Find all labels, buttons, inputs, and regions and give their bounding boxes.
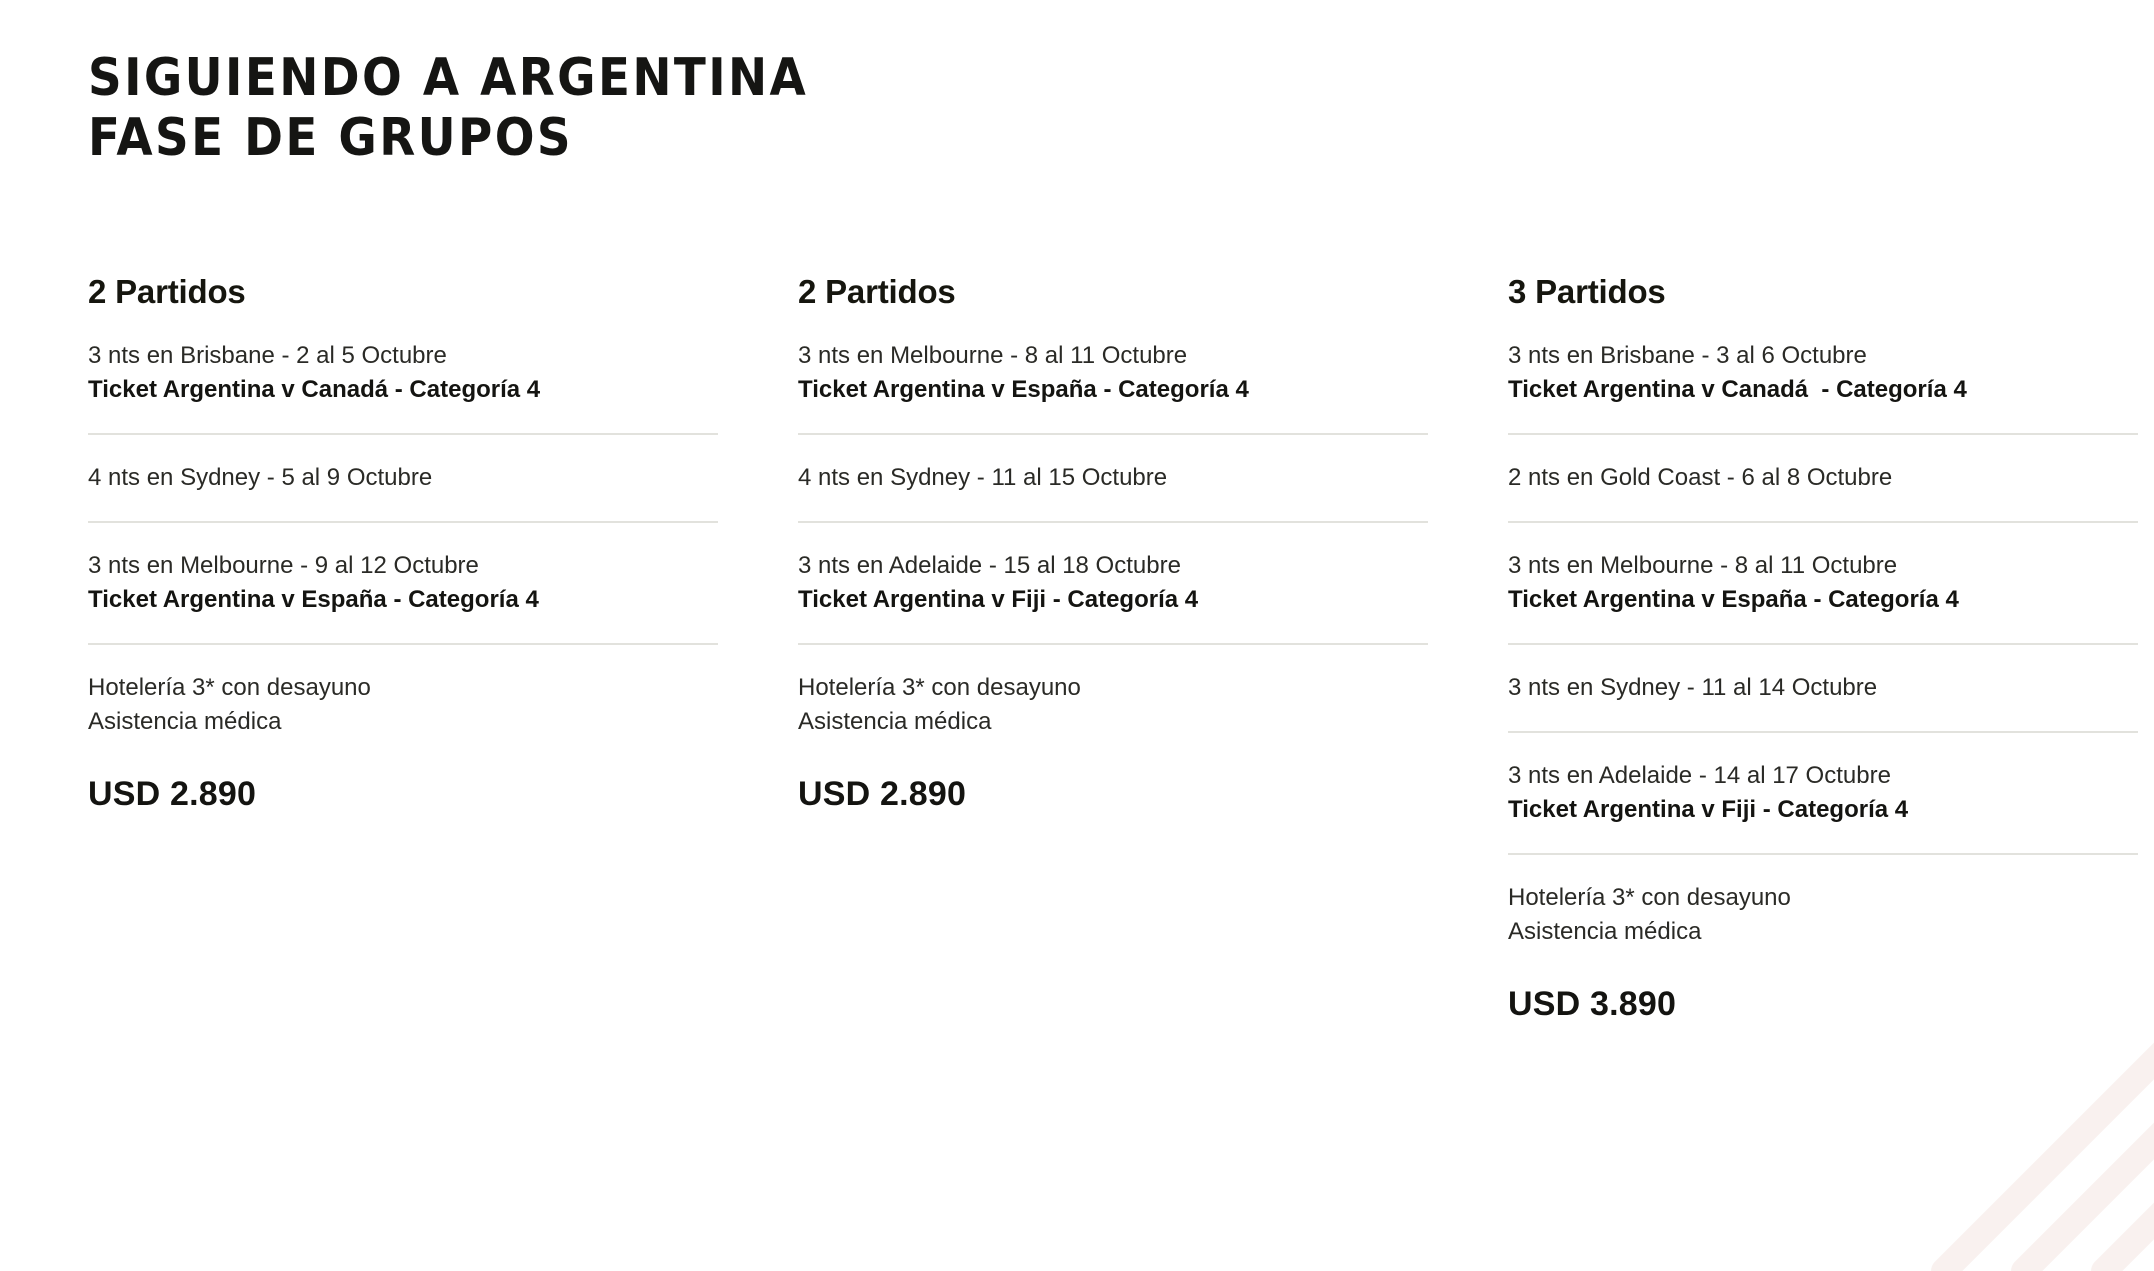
ticket-line: Ticket Argentina v España - Categoría 4 (798, 375, 1249, 403)
ticket-line: Ticket Argentina v Fiji - Categoría 4 (1508, 796, 1909, 824)
stay-line: 4 nts en Sydney - 11 al 15 Octubre (798, 463, 1168, 491)
stay-line: Hotelería 3* con desayuno (798, 674, 1081, 702)
package-item (88, 461, 718, 523)
stay-line: Hotelería 3* con desayuno (88, 674, 371, 702)
package-price: USD 2.890 (798, 775, 967, 814)
package-item (88, 549, 718, 645)
package-title: 2 Partidos (88, 272, 246, 310)
package-title: 2 Partidos (798, 272, 956, 310)
page-title (88, 48, 2066, 169)
stay-line: 3 nts en Melbourne - 8 al 11 Octubre (1508, 551, 1898, 579)
page-title-line-1: SIGUIENDO A ARGENTINA (88, 48, 809, 108)
ticket-line: Ticket Argentina v España - Categoría 4 (1508, 585, 1959, 613)
package-item (798, 339, 1428, 435)
package-item (1508, 549, 2138, 645)
page-title-line-2: FASE DE GRUPOS (88, 108, 573, 169)
stay-line: 3 nts en Melbourne - 9 al 12 Octubre (88, 551, 479, 579)
stay-line: 3 nts en Melbourne - 8 al 11 Octubre (798, 341, 1188, 369)
package-item (1508, 881, 2138, 949)
package-item (798, 671, 1428, 739)
stay-line: 3 nts en Brisbane - 2 al 5 Octubre (88, 341, 447, 369)
ticket-line: Ticket Argentina v España - Categoría 4 (88, 585, 539, 613)
stay-line: 3 nts en Sydney - 11 al 14 Octubre (1508, 674, 1878, 702)
stay-line: 2 nts en Gold Coast - 6 al 8 Octubre (1508, 463, 1893, 491)
package-column (1508, 273, 2138, 1025)
stay-line: 3 nts en Adelaide - 14 al 17 Octubre (1508, 762, 1891, 790)
stay-line: 4 nts en Sydney - 5 al 9 Octubre (88, 463, 433, 491)
packages-columns (88, 273, 2066, 1025)
package-item (1508, 671, 2138, 733)
ticket-line: Ticket Argentina v Canadá - Categoría 4 (1508, 375, 1967, 403)
stay-line: Hotelería 3* con desayuno (1508, 884, 1791, 912)
package-item (798, 549, 1428, 645)
package-column (798, 273, 1428, 1025)
stay-line: Asistencia médica (798, 708, 992, 736)
stay-line: Asistencia médica (88, 708, 282, 736)
package-price: USD 3.890 (1508, 985, 1677, 1024)
package-price: USD 2.890 (88, 775, 257, 814)
ticket-line: Ticket Argentina v Canadá - Categoría 4 (88, 375, 541, 403)
package-item (1508, 461, 2138, 523)
package-title: 3 Partidos (1508, 272, 1666, 310)
ticket-line: Ticket Argentina v Fiji - Categoría 4 (798, 585, 1199, 613)
stay-line: Asistencia médica (1508, 918, 1702, 946)
stay-line: 3 nts en Adelaide - 15 al 18 Octubre (798, 551, 1181, 579)
package-item (1508, 759, 2138, 855)
package-item (88, 339, 718, 435)
package-item (1508, 339, 2138, 435)
package-item (88, 671, 718, 739)
package-item (798, 461, 1428, 523)
package-column (88, 273, 718, 1025)
stay-line: 3 nts en Brisbane - 3 al 6 Octubre (1508, 341, 1867, 369)
